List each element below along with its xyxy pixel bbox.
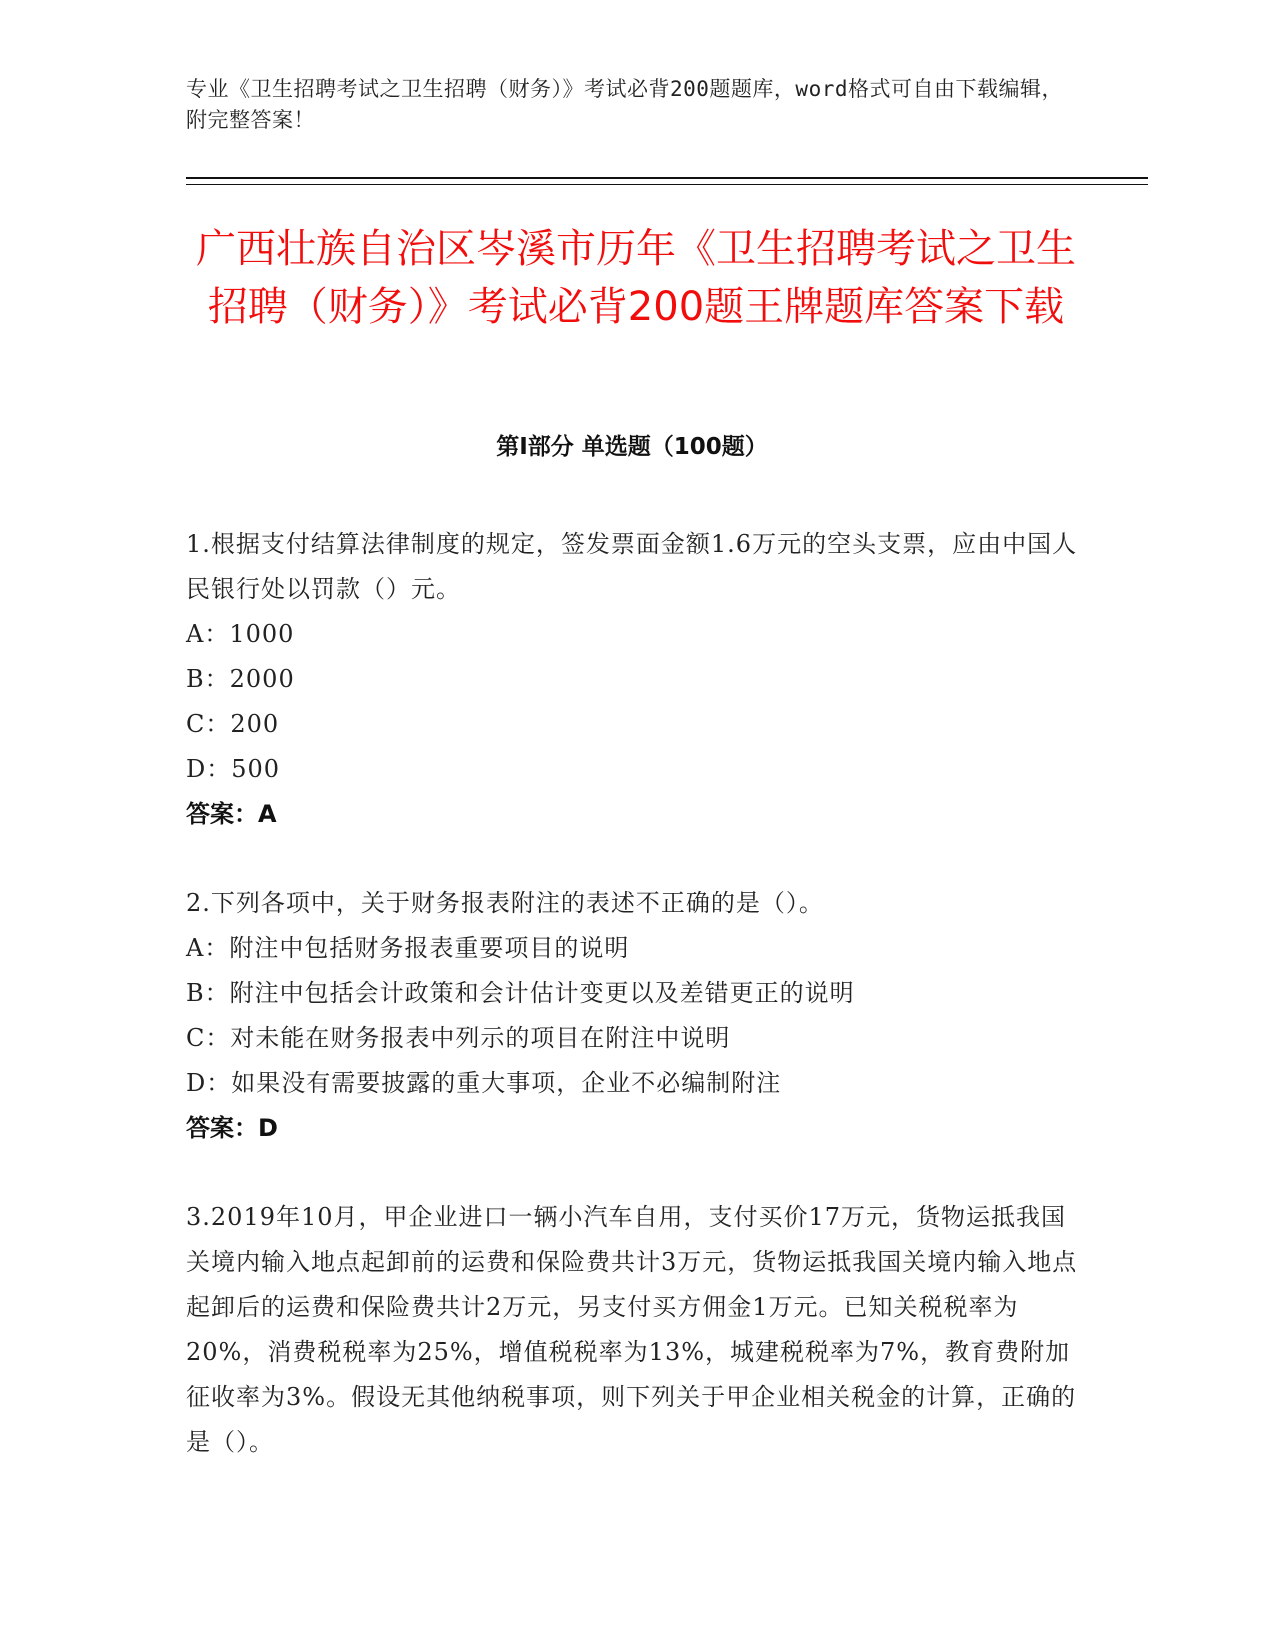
question-list — [186, 522, 1086, 1510]
question-stem: 1.根据支付结算法律制度的规定，签发票面金额1.6万元的空头支票，应由中国人民银行处以罚款（）元。 — [186, 530, 1078, 603]
answer-line: 答案：D — [186, 1114, 278, 1142]
option-d: D：如果没有需要披露的重大事项，企业不必编制附注 — [186, 1069, 782, 1097]
header-note: 专业《卫生招聘考试之卫生招聘（财务）》考试必背200题题库，word格式可自由下载编辑，附完整答案！ — [186, 77, 1063, 132]
answer-line: 答案：A — [186, 800, 277, 828]
header-divider-thick — [186, 177, 1148, 179]
question-stem: 2.下列各项中，关于财务报表附注的表述不正确的是（）。 — [186, 889, 824, 917]
option-c: C：200 — [186, 710, 280, 738]
question-3 — [186, 1195, 1086, 1465]
header-divider-thin — [186, 184, 1148, 185]
question-1 — [186, 522, 1086, 836]
option-b: B：2000 — [186, 665, 295, 693]
option-a: A：1000 — [186, 620, 295, 648]
document-title: 广西壮族自治区岑溪市历年《卫生招聘考试之卫生招聘（财务）》考试必背200题王牌题库答案下载 — [196, 226, 1076, 330]
question-2 — [186, 881, 1086, 1150]
option-c: C：对未能在财务报表中列示的项目在附注中说明 — [186, 1024, 731, 1052]
question-stem: 3.2019年10月，甲企业进口一辆小汽车自用，支付买价17万元，货物运抵我国关境内输入地点起卸前的运费和保险费共计3万元，货物运抵我国关境内输入地点起卸后的运费和保险费共计2万元，另支付买方佣金1万元。已知关税税率为20%，消费税税率为25%，增值税税率为13%，城建税税率为7%，教育费附加征收率为3%。假设无其他纳税事项，则下列关于甲企业相关税金的计算，正确的是（）。 — [186, 1203, 1078, 1456]
option-a: A：附注中包括财务报表重要项目的说明 — [186, 934, 630, 962]
option-d: D：500 — [186, 755, 281, 783]
option-b: B：附注中包括会计政策和会计估计变更以及差错更正的说明 — [186, 979, 855, 1007]
section-heading: 第Ⅰ部分 单选题（100题） — [496, 434, 768, 460]
